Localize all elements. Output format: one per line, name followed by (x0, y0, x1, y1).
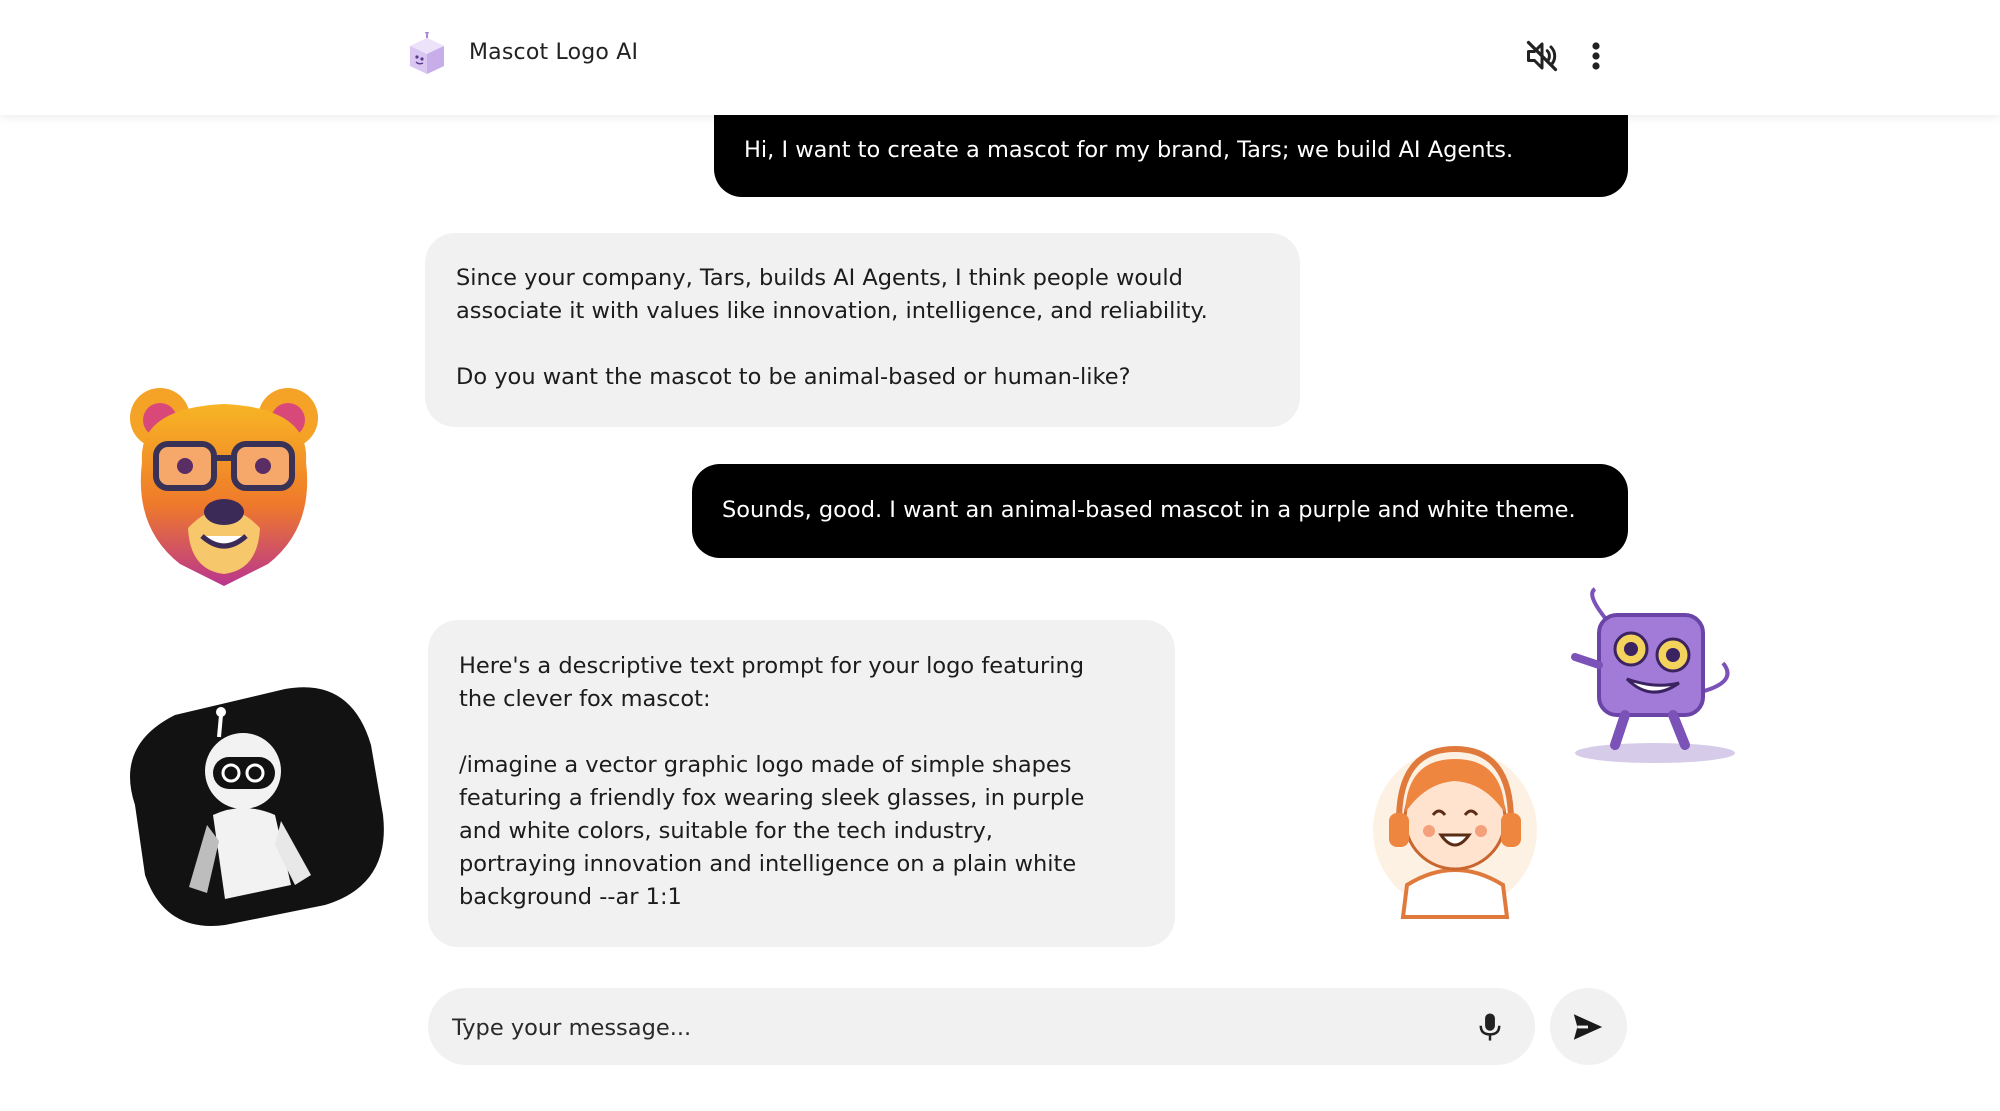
send-button[interactable] (1550, 988, 1627, 1065)
message-composer (428, 988, 1535, 1065)
message-input[interactable] (450, 988, 1434, 1067)
mute-button[interactable] (1524, 38, 1560, 74)
white-robot-on-black-badge-mascot (115, 685, 387, 927)
purple-tv-robot-mascot (1545, 585, 1745, 775)
kid-with-headphones-mascot (1345, 735, 1555, 920)
more-vertical-icon (1582, 38, 1610, 74)
send-arrow-icon (1570, 1010, 1606, 1044)
bot-message: Here's a descriptive text prompt for your logo featuring the clever fox mascot: /imagine a vector graphic logo made of simple shapes featuring a friendly fox wearing sleek glasses, in purple and white colors, suitable for the tech industry, portraying innovation and intelligence on a plain white background --ar 1:1 (428, 620, 1175, 947)
microphone-button[interactable] (1475, 1011, 1505, 1043)
bot-message: Since your company, Tars, builds AI Agents, I think people would associate it with values like innovation, intelligence, and reliability. Do you want the mascot to be animal-based or human-like? (425, 233, 1300, 427)
app-title: Mascot Logo AI (469, 40, 639, 65)
microphone-icon (1475, 1011, 1505, 1043)
app-header (0, 0, 2000, 115)
speaker-muted-icon (1524, 38, 1560, 74)
user-message: Sounds, good. I want an animal-based mascot in a purple and white theme. (692, 464, 1628, 558)
more-menu-button[interactable] (1582, 38, 1610, 74)
user-message: Hi, I want to create a mascot for my brand, Tars; we build AI Agents. (714, 105, 1628, 197)
cube-mascot-logo-icon (404, 32, 450, 78)
bear-with-glasses-mascot (118, 378, 330, 590)
